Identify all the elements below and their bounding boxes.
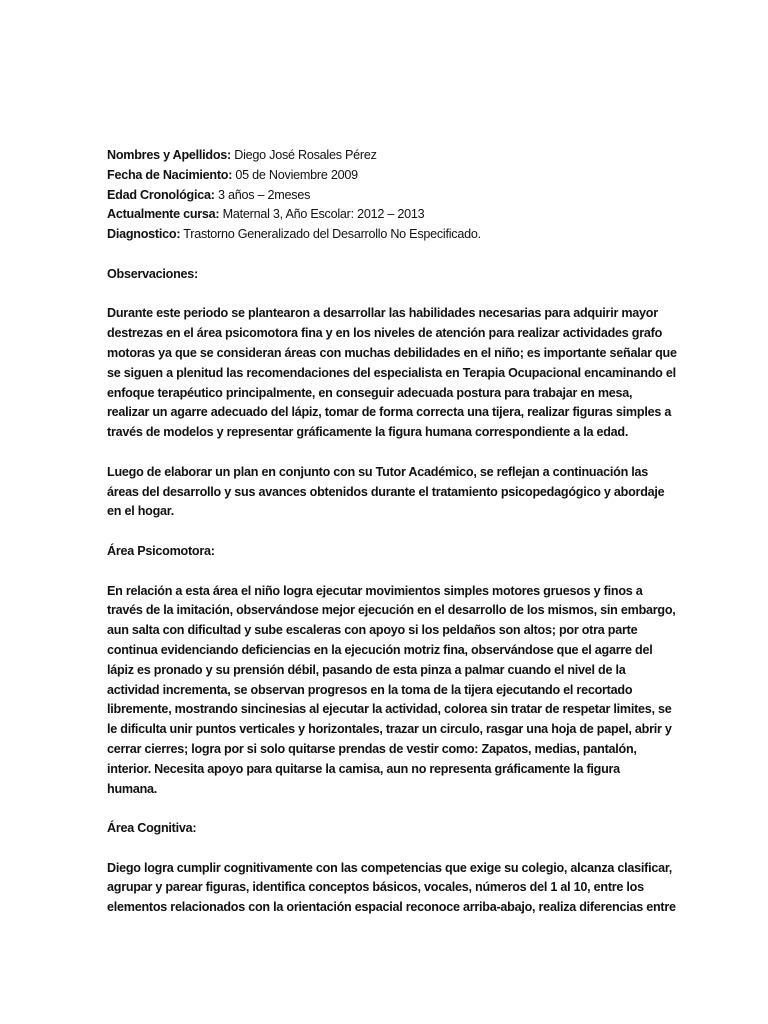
paragraph-line: Luego de elaborar un plan en conjunto con su Tutor Académico, se reflejan a continuación las — [107, 464, 649, 479]
field-cursa-value: Maternal 3, Año Escolar: 2012 – 2013 — [222, 207, 425, 222]
spacer — [107, 522, 667, 542]
heading-observaciones: Observaciones: — [107, 266, 198, 281]
spacer — [107, 799, 667, 819]
field-fecha-label: Fecha de Nacimiento: — [107, 167, 233, 182]
paragraph-line: En relación a esta área el niño logra ejecutar movimientos simples motores gruesos y finos a — [107, 583, 643, 598]
paragraph-line: interior. Necesita apoyo para quitarse la camisa, aun no representa gráficamente la figura — [107, 761, 620, 776]
paragraph-line: elementos relacionados con la orientación espacial reconoce arriba-abajo, realiza diferencias entre — [107, 900, 676, 915]
field-diagnostico-label: Diagnostico: — [107, 227, 181, 242]
paragraph-line: enfoque terapéutico principalmente, en conseguir adecuada postura para trabajar en mesa, — [107, 385, 633, 400]
field-diagnostico — [107, 225, 667, 245]
field-nombre — [107, 146, 667, 166]
field-fecha-nacimiento — [107, 166, 667, 186]
paragraph-line: áreas del desarrollo y sus avances obtenidos durante el tratamiento psicopedagógico y abordaje — [107, 484, 665, 499]
paragraph-line: en el hogar. — [107, 504, 174, 519]
paragraph-line: aun salta con dificultad y sube escaleras con apoyo si los peldaños son altos; por otra parte — [107, 623, 638, 638]
paragraph-observaciones-2 — [107, 463, 667, 522]
paragraph-line: humana. — [107, 781, 158, 796]
field-nombre-value: Diego José Rosales Pérez — [234, 148, 377, 162]
paragraph-line: Diego logra cumplir cognitivamente con las competencias que exige su colegio, alcanza clasificar, — [107, 860, 673, 875]
paragraph-line: continua evidenciando deficiencias en la ejecución motriz fina, observándose que el agarre del — [107, 642, 653, 657]
field-cursa — [107, 205, 667, 225]
paragraph-psicomotora — [107, 582, 676, 800]
paragraph-line: actividad incrementa, se observan progresos en la toma de la tijera ejecutando el recortado — [107, 682, 633, 697]
paragraph-line: través de modelos y representar gráficamente la figura humana correspondiente a la edad. — [107, 425, 629, 440]
paragraph-line: motoras ya que se consideran áreas con muchas debilidades en el niño; es importante señalar que — [107, 345, 677, 360]
paragraph-line: Durante este periodo se plantearon a desarrollar las habilidades necesarias para adquirir mayor — [107, 306, 658, 321]
paragraph-line: se siguen a plenitud las recomendaciones del especialista en Terapia Ocupacional encaminando el — [107, 365, 676, 380]
document-page — [107, 146, 677, 918]
paragraph-line: través de la imitación, observándose mejor ejecución en el desarrollo de los mismos, sin embargo, — [107, 603, 676, 618]
paragraph-cognitiva — [107, 859, 676, 918]
spacer — [107, 443, 667, 463]
heading-area-cognitiva: Área Cognitiva: — [107, 821, 197, 836]
paragraph-line: destrezas en el área psicomotora fina y en los niveles de atención para realizar actividades grafo — [107, 326, 663, 341]
paragraph-observaciones-1 — [107, 304, 677, 443]
paragraph-line: realizar un agarre adecuado del lápiz, tomar de forma correcta una tijera, realizar figuras simples a — [107, 405, 672, 420]
field-cursa-label: Actualmente cursa: — [107, 207, 220, 222]
paragraph-line: cerrar cierres; logra por si solo quitarse prendas de vestir como: Zapatos, medias, pantalón, — [107, 741, 637, 756]
spacer — [107, 285, 667, 305]
paragraph-line: libremente, mostrando sincinesias al ejecutar la actividad, colorea sin tratar de respetar limites, se — [107, 702, 672, 717]
field-nombre-label: Nombres y Apellidos: — [107, 148, 231, 162]
spacer — [107, 839, 667, 859]
heading-area-psicomotora: Área Psicomotora: — [107, 543, 215, 558]
field-diagnostico-value: Trastorno Generalizado del Desarrollo No Especificado. — [183, 227, 481, 242]
field-edad-value: 3 años – 2meses — [217, 187, 311, 202]
field-edad-label: Edad Cronológica: — [107, 187, 215, 202]
field-edad — [107, 186, 667, 206]
paragraph-line: le dificulta unir puntos verticales y horizontales, trazar un circulo, rasgar una hoja de papel, abrir y — [107, 722, 672, 737]
paragraph-line: lápiz es pronado y su prensión débil, pasando de esta pinza a palmar cuando el nivel de la — [107, 662, 626, 677]
paragraph-line: agrupar y parear figuras, identifica conceptos básicos, vocales, números del 1 al 10, entre los — [107, 880, 644, 895]
spacer — [107, 245, 667, 265]
field-fecha-value: 05 de Noviembre 2009 — [235, 167, 358, 182]
spacer — [107, 562, 667, 582]
